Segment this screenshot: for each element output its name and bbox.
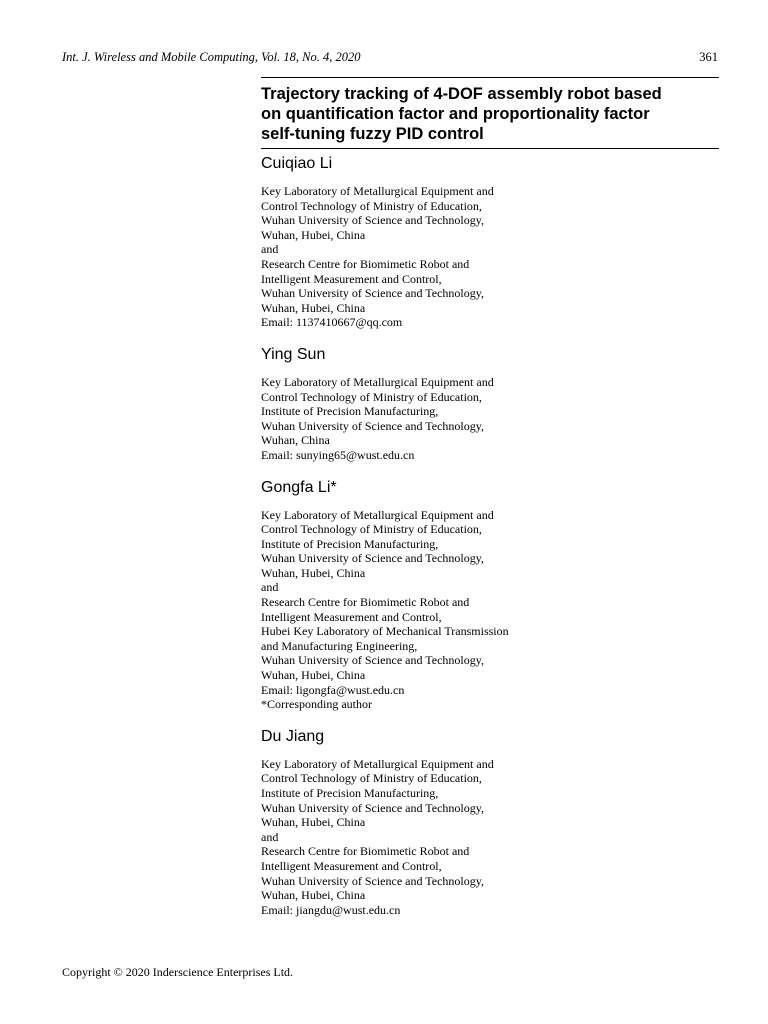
title-rule-top: [261, 77, 719, 78]
affiliation-line: Intelligent Measurement and Control,: [261, 858, 442, 873]
affiliation-line: Institute of Precision Manufacturing,: [261, 404, 439, 419]
affiliation-line: Research Centre for Biomimetic Robot and: [261, 844, 470, 859]
affiliation-line: Wuhan, Hubei, China: [261, 668, 366, 683]
affiliation-line: Control Technology of Ministry of Education,: [261, 198, 482, 213]
affiliation-line: Intelligent Measurement and Control,: [261, 609, 442, 624]
affiliation-line: Institute of Precision Manufacturing,: [261, 786, 439, 800]
affiliation-line: Wuhan University of Science and Technology,: [261, 800, 484, 815]
author-affiliation: [261, 184, 719, 330]
author-name: Du Jiang: [261, 727, 325, 745]
affiliation-line: and: [261, 242, 279, 257]
author-name: Ying Sun: [261, 345, 326, 363]
author-affiliation: [261, 508, 719, 712]
journal-header: Int. J. Wireless and Mobile Computing, Vol. 18, No. 4, 2020: [62, 50, 361, 64]
affiliation-line: Key Laboratory of Metallurgical Equipment and: [261, 507, 494, 522]
affiliation-line: Research Centre for Biomimetic Robot and: [261, 256, 470, 271]
affiliation-line: Wuhan University of Science and Technology,: [261, 873, 484, 888]
affiliation-line: Control Technology of Ministry of Education,: [261, 389, 482, 404]
affiliation-line: Wuhan University of Science and Technology,: [261, 653, 484, 668]
title-line: self-tuning fuzzy PID control: [261, 125, 484, 143]
affiliation-line: Wuhan, Hubei, China: [261, 300, 366, 315]
affiliation-line: Wuhan University of Science and Technology,: [261, 286, 484, 301]
corresponding-author-note: *Corresponding author: [261, 697, 372, 712]
paper-title: [261, 84, 719, 144]
affiliation-line: and: [261, 580, 279, 595]
affiliation-line: Key Laboratory of Metallurgical Equipment and: [261, 374, 494, 389]
title-line: Trajectory tracking of 4-DOF assembly robot based: [261, 85, 662, 103]
author-email: Email: ligongfa@wust.edu.cn: [261, 682, 405, 697]
affiliation-line: Wuhan, Hubei, China: [261, 227, 366, 242]
affiliation-line: Wuhan University of Science and Technology,: [261, 418, 484, 433]
affiliation-line: Wuhan University of Science and Technology,: [261, 213, 484, 228]
affiliation-line: Hubei Key Laboratory of Mechanical Transmission: [261, 624, 509, 639]
affiliation-line: Institute of Precision Manufacturing,: [261, 536, 439, 551]
affiliation-line: Wuhan, Hubei, China: [261, 565, 366, 580]
affiliation-line: Wuhan University of Science and Technology,: [261, 551, 484, 566]
affiliation-line: Research Centre for Biomimetic Robot and: [261, 595, 470, 610]
affiliation-line: Wuhan, Hubei, China: [261, 888, 366, 903]
affiliation-line: Key Laboratory of Metallurgical Equipment and: [261, 184, 494, 198]
author-list: [261, 154, 719, 917]
author-email: Email: 1137410667@qq.com: [261, 315, 403, 330]
affiliation-line: Control Technology of Ministry of Education,: [261, 522, 482, 537]
copyright-notice: Copyright © 2020 Inderscience Enterprises Ltd.: [62, 965, 294, 979]
title-line: on quantification factor and proportionality factor: [261, 105, 650, 123]
page-number: 361: [699, 50, 718, 64]
affiliation-line: Wuhan, Hubei, China: [261, 815, 366, 830]
affiliation-line: and Manufacturing Engineering,: [261, 638, 418, 653]
affiliation-line: and: [261, 829, 279, 844]
title-rule-bottom: [261, 148, 719, 149]
author-block: [261, 154, 719, 330]
affiliation-line: Control Technology of Ministry of Education,: [261, 771, 482, 786]
author-email: Email: sunying65@wust.edu.cn: [261, 447, 415, 462]
author-email: Email: jiangdu@wust.edu.cn: [261, 902, 401, 917]
author-block: [261, 478, 719, 712]
affiliation-line: Intelligent Measurement and Control,: [261, 271, 442, 286]
affiliation-line: Key Laboratory of Metallurgical Equipment and: [261, 756, 494, 771]
author-name: Cuiqiao Li: [261, 155, 333, 172]
author-block: [261, 727, 719, 918]
author-block: [261, 345, 719, 463]
author-affiliation: [261, 757, 719, 918]
author-name: Gongfa Li*: [261, 478, 337, 496]
affiliation-line: Wuhan, China: [261, 433, 330, 448]
author-affiliation: [261, 375, 719, 463]
